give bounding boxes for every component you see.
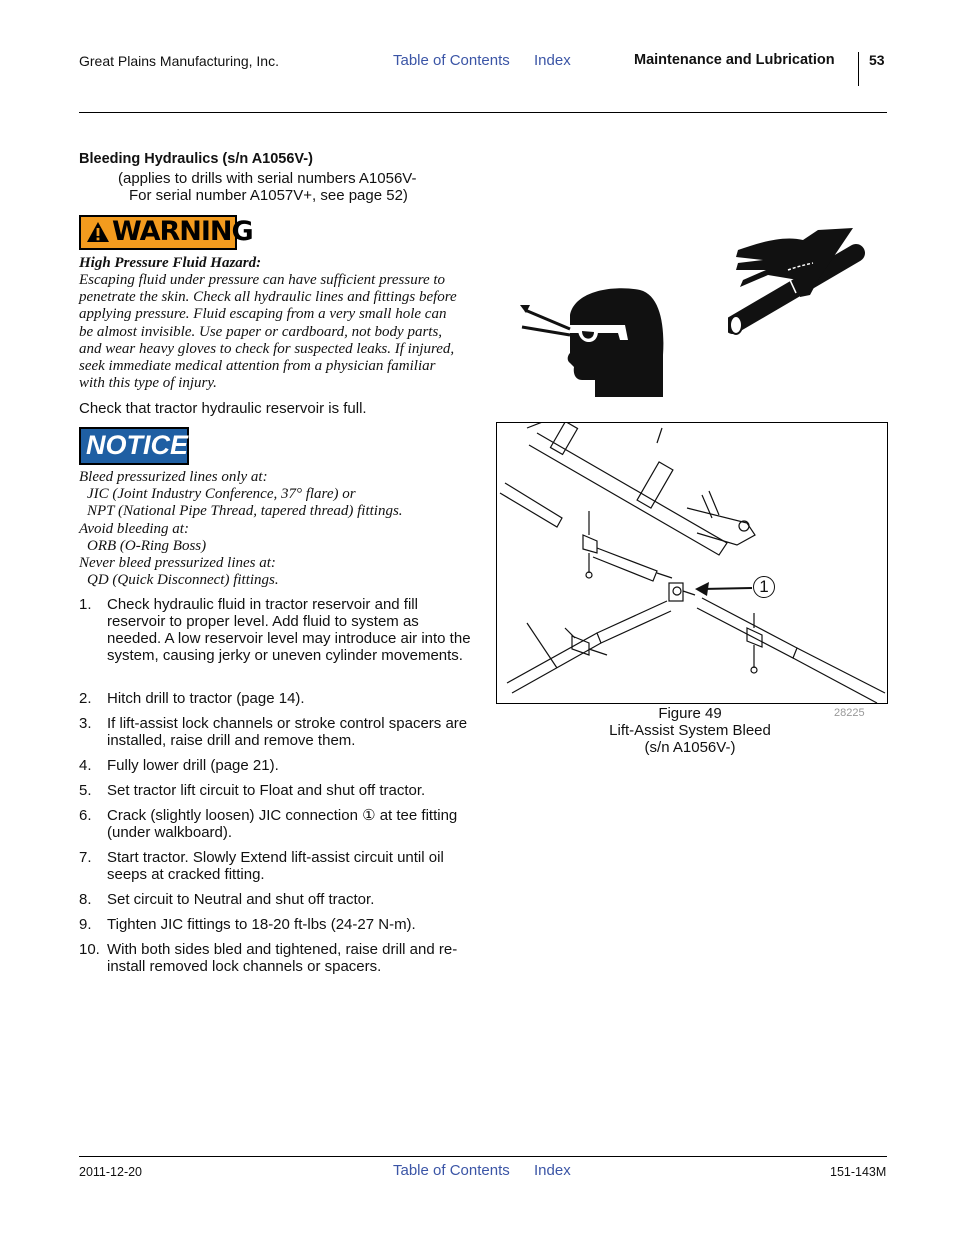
warning-line: Escaping fluid under pressure can have sufficient pressure to [79,272,446,288]
step-number: 2. [79,690,92,707]
header-divider [858,52,859,86]
warning-text [79,272,479,392]
step-number: 7. [79,849,92,866]
warning-line: with this type of injury. [79,375,217,392]
notice-text [79,469,479,589]
warning-heading: High Pressure Fluid Hazard: [79,255,262,271]
step-text: With both sides bled and tightened, raise drill and re-install removed lock channels or spacers. [107,941,458,975]
notice-label: NOTICE [86,430,189,460]
step-text: Set circuit to Neutral and shut off tractor. [107,891,375,908]
section-title: Bleeding Hydraulics (s/n A1056V-) [79,151,313,167]
notice-line: Bleed pressurized lines only at: [79,469,268,485]
applies-line-1: (applies to drills with serial numbers A1056V- [118,170,417,187]
footer-rule [79,1156,887,1157]
index-link-footer[interactable]: Index [534,1162,571,1179]
step-number: 1. [79,596,92,613]
warning-line: seek immediate medical attention from a physician familiar [79,358,436,375]
step-text: Check hydraulic fluid in tractor reservoir and fill reservoir to proper level. Add fluid to system as needed. A low reservoir level may introduce air into the system, causing jerky or uneven cylinder movements. [107,596,471,664]
figure-caption-line: Lift-Assist System Bleed [609,722,771,739]
notice-line: Never bleed pressurized lines at: [79,555,276,572]
figure-caption-line: Figure 49 [658,705,722,722]
applies-line-2: For serial number A1057V+, see page 52) [129,187,408,204]
index-link-header[interactable]: Index [534,52,571,69]
step-text: Tighten JIC fittings to 18-20 ft-lbs (24-27 N-m). [107,916,416,933]
notice-line: JIC (Joint Industry Conference, 37° flare) or [87,486,356,503]
figure-part-number: 28225 [834,707,865,719]
step-text: Start tractor. Slowly Extend lift-assist circuit until oil seeps at cracked fitting. [107,849,444,883]
step-text: Set tractor lift circuit to Float and shut off tractor. [107,782,426,799]
warning-line: and wear heavy gloves to check for suspected leaks. If injured, [79,340,455,357]
step-number: 3. [79,715,92,732]
warning-label: WARNING [112,216,253,247]
step-text: If lift-assist lock channels or stroke control spacers are installed, raise drill and remove them. [107,715,468,749]
step-text: Hitch drill to tractor (page 14). [107,690,305,707]
step-number: 9. [79,916,92,933]
notice-line: Avoid bleeding at: [79,520,189,537]
toc-link-footer[interactable]: Table of Contents [393,1162,510,1179]
hand-injection-hazard-icon [728,225,868,340]
warning-line: applying pressure. Fluid escaping from a very small hole can [79,306,447,323]
notice-line: QD (Quick Disconnect) fittings. [87,572,279,589]
footer-date: 2011-12-20 [79,1165,143,1179]
step-number: 6. [79,807,92,824]
callout-1: 1 [753,576,775,598]
step-item [79,596,479,682]
step-number: 10. [79,941,100,958]
eye-protection-icon [520,285,670,400]
warning-line: penetrate the skin. Check all hydraulic lines and fittings before [79,289,457,306]
step-text: Fully lower drill (page 21). [107,757,279,774]
warning-line: be almost invisible. Use paper or cardboard, not body parts, [79,323,443,340]
warning-label-box [79,215,253,250]
company-name: Great Plains Manufacturing, Inc. [79,53,279,69]
figure-49-frame [496,422,888,704]
step-number: 8. [79,891,92,908]
figure-caption-line: (s/n A1056V-) [644,739,736,756]
figure-caption [576,705,804,756]
notice-line: ORB (O-Ring Boss) [87,537,207,554]
section-header: Maintenance and Lubrication [634,52,835,68]
page-number: 53 [869,52,885,68]
warning-triangle-icon [86,221,110,243]
step-text: Crack (slightly loosen) JIC connection ① at tee fitting (under walkboard). [107,807,458,841]
step-number: 4. [79,757,92,774]
check-reservoir-text: Check that tractor hydraulic reservoir is full. [79,400,367,417]
step-number: 5. [79,782,92,799]
notice-line: NPT (National Pipe Thread, tapered thread) fittings. [87,503,403,520]
footer-doc-number: 151-143M [830,1165,887,1179]
toc-link-header[interactable]: Table of Contents [393,52,510,69]
header-rule [79,112,887,113]
lift-assist-diagram [497,423,887,703]
notice-label-box [79,427,189,465]
